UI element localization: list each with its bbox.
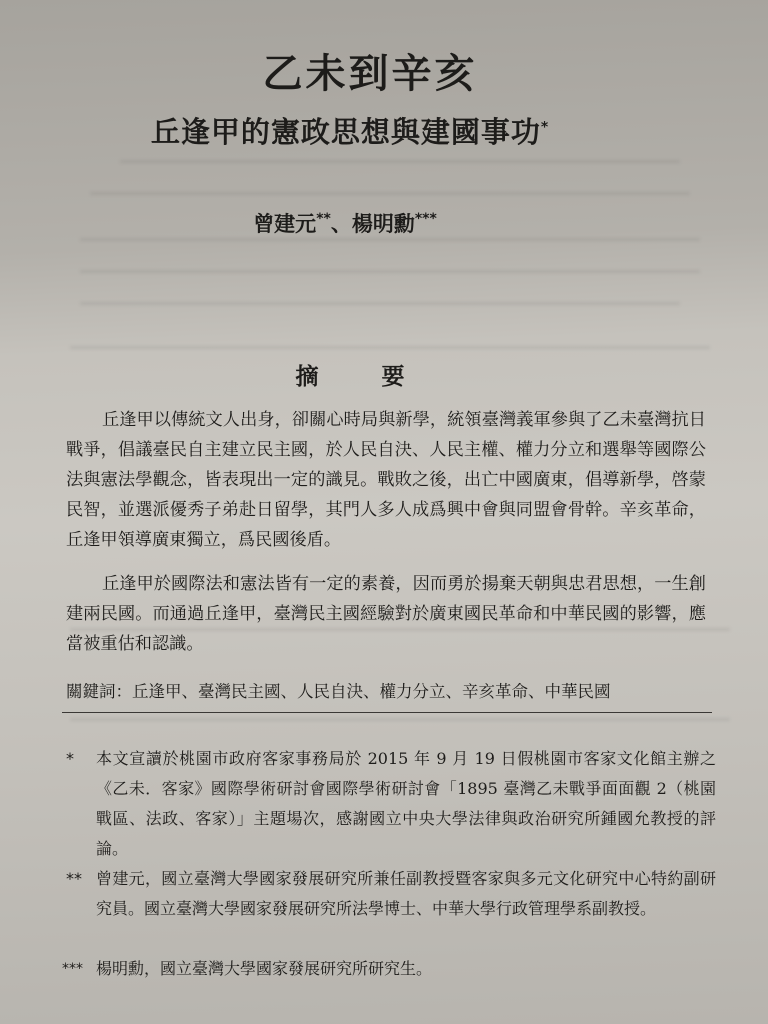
subtitle-text: 丘逢甲的憲政思想與建國事功: [150, 115, 541, 149]
footnote-mark: *: [66, 749, 74, 768]
bleed-through-line: [70, 346, 710, 349]
abstract-heading: 摘 要: [295, 363, 425, 390]
page-subtitle: [0, 110, 700, 151]
author-footnote-mark: **: [316, 211, 331, 227]
author-footnote-mark: ***: [414, 211, 437, 227]
bleed-through-line: [80, 238, 700, 241]
bleed-through-line: [80, 302, 680, 305]
author-line: [0, 208, 690, 238]
bleed-through-line: [80, 270, 700, 273]
author-name: 楊明勳: [351, 212, 415, 236]
page-title: 乙未到辛亥: [262, 51, 478, 97]
footnote-divider: [62, 712, 712, 713]
keywords-line: 關鍵詞：丘逢甲、臺灣民主國、人民自決、權力分立、辛亥革命、中華民國: [66, 682, 611, 701]
author-separator: 、: [330, 212, 352, 236]
bleed-through-line: [70, 718, 730, 721]
footnote-text: 曾建元，國立臺灣大學國家發展研究所兼任副教授暨客家與多元文化研究中心特約副研究員。國立臺灣大學國家發展研究所法學博士、中華大學行政管理學系副教授。: [96, 869, 716, 918]
footnote-text: 楊明勳，國立臺灣大學國家發展研究所研究生。: [96, 959, 433, 978]
bleed-through-line: [90, 192, 690, 195]
abstract-paragraph: 丘逢甲以傳統文人出身，卻關心時局與新學，統領臺灣義軍參與了乙未臺灣抗日戰爭，倡議臺民自主建立民主國，於人民自決、人民主權、權力分立和選舉等國際公法與憲法學觀念，皆表現出一定的識見。戰敗之後，出亡中國廣東，倡導新學，啓蒙民智，並選派優秀子弟赴日留學，其門人多人成爲興中會與同盟會骨幹。辛亥革命，丘逢甲領導廣東獨立，爲民國後盾。: [66, 410, 706, 550]
subtitle-footnote-mark: *: [540, 119, 550, 136]
footnote-mark: ***: [62, 961, 83, 977]
footnote-text: 本文宣讀於桃園市政府客家事務局於 2015 年 9 月 19 日假桃園市客家文化館主辦之《乙未．客家》國際學術研討會國際學術研討會「1895 臺灣乙未戰爭面面觀 2（桃園戰區、法政、客家）」主題場次，感謝國立中央大學法律與政治研究所鍾國允教授的評論。: [96, 749, 716, 858]
bleed-through-line: [120, 160, 680, 163]
footnote-mark: **: [66, 869, 82, 888]
abstract-paragraph: 丘逢甲於國際法和憲法皆有一定的素養，因而勇於揚棄天朝與忠君思想，一生創建兩民國。而通過丘逢甲，臺灣民主國經驗對於廣東國民革命和中華民國的影響，應當被重估和認識。: [66, 574, 706, 654]
author-name: 曾建元: [253, 212, 317, 236]
